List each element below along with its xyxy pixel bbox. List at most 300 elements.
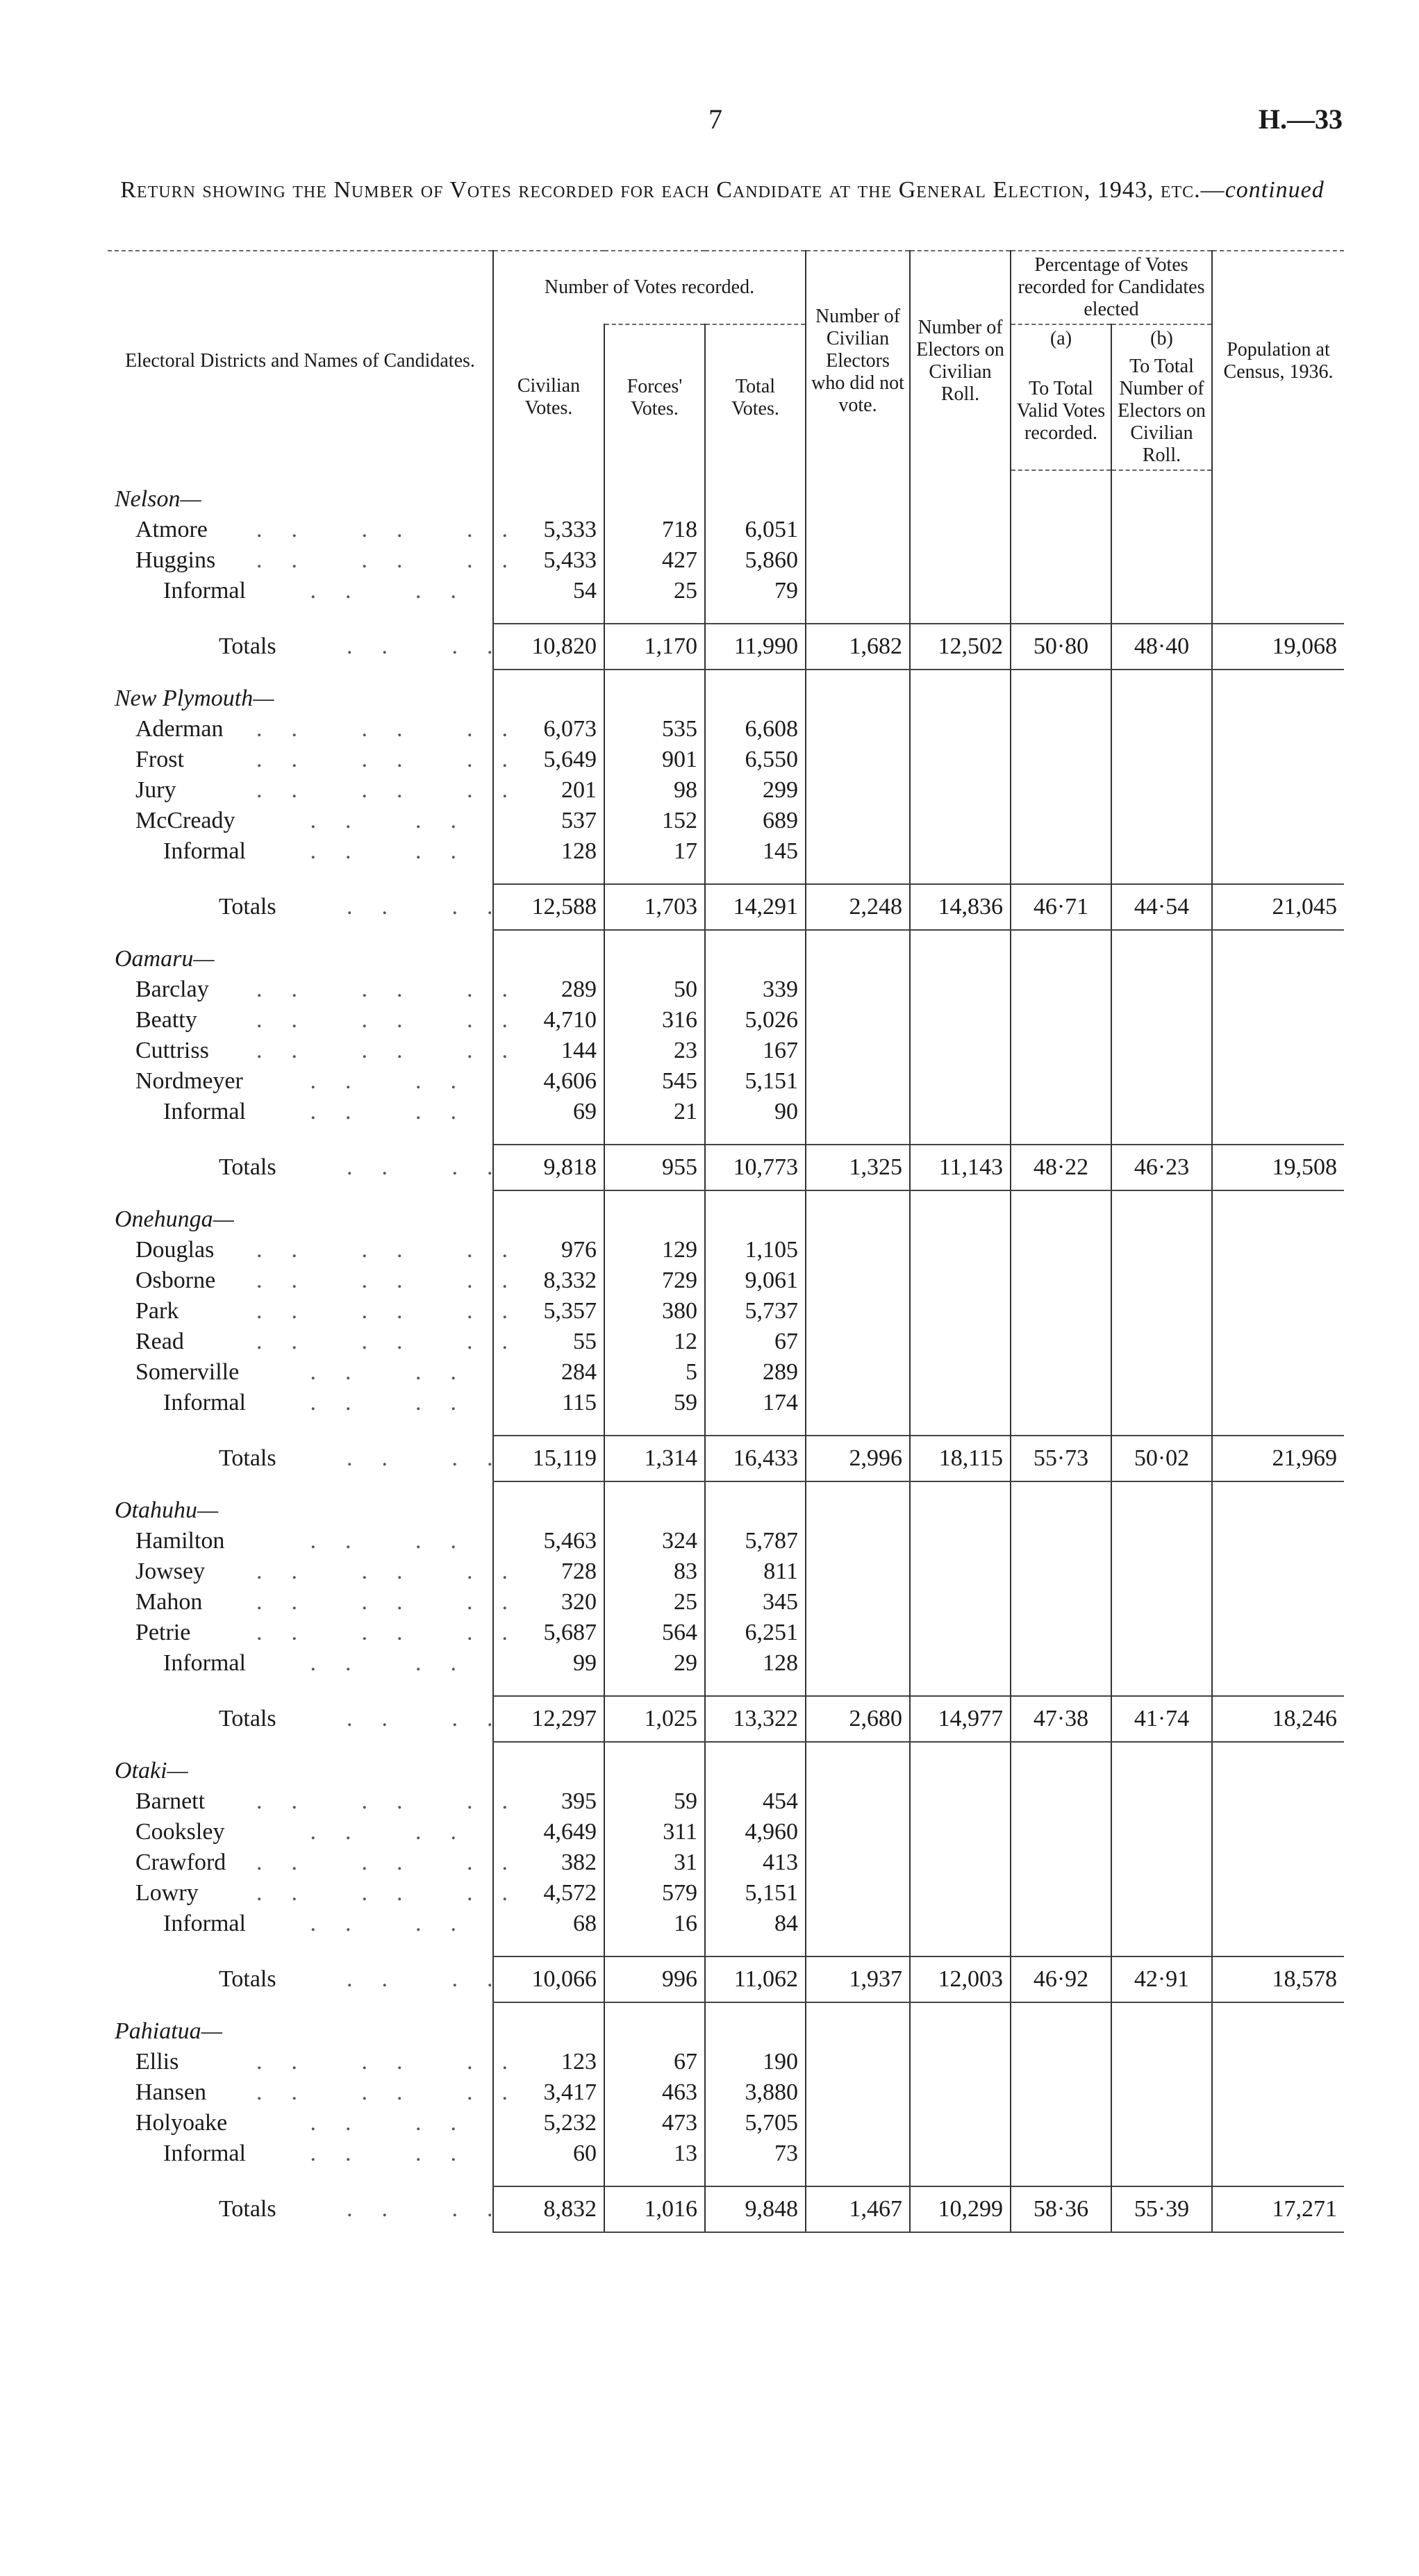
candidate-row	[108, 714, 1344, 745]
empty-cell	[1011, 714, 1111, 745]
forces-votes: 729	[604, 1265, 705, 1296]
col-population: Population at Census, 1936.	[1212, 251, 1344, 470]
district-name: Nelson—	[115, 486, 201, 512]
civilian-votes: 382	[493, 1847, 604, 1878]
empty-cell	[910, 1235, 1011, 1265]
total-votes: 289	[705, 1357, 806, 1388]
empty-cell	[806, 1618, 910, 1648]
empty-cell	[806, 930, 910, 974]
totals-did-not-vote: 1,682	[806, 624, 910, 670]
total-votes: 299	[705, 775, 806, 806]
civilian-votes: 4,572	[493, 1878, 604, 1909]
totals-total: 9,848	[705, 2186, 806, 2232]
empty-cell	[806, 606, 910, 624]
empty-cell	[806, 1679, 910, 1696]
candidate-cell	[108, 1296, 537, 1327]
empty-cell	[806, 1066, 910, 1097]
empty-cell	[1212, 1786, 1344, 1817]
spacer-row	[108, 2169, 1344, 2186]
spacer-row	[108, 606, 1344, 624]
leader-dots: .. .. ..	[256, 977, 537, 1002]
civilian-votes: 320	[493, 1587, 604, 1618]
empty-cell	[806, 1418, 910, 1436]
empty-cell	[806, 867, 910, 884]
empty-cell	[1111, 2108, 1212, 2138]
empty-cell	[1111, 1066, 1212, 1097]
empty-cell	[1011, 1097, 1111, 1127]
leader-dots: .. ..	[310, 1528, 486, 1554]
district-name: Otahuhu—	[115, 1497, 219, 1523]
empty-cell	[1111, 1618, 1212, 1648]
empty-cell	[705, 1127, 806, 1145]
totals-total: 10,773	[705, 1145, 806, 1190]
empty-cell	[1111, 2002, 1212, 2047]
totals-roll: 18,115	[910, 1436, 1011, 1481]
empty-cell	[910, 2169, 1011, 2186]
empty-cell	[108, 1679, 493, 1696]
empty-cell	[604, 670, 705, 714]
empty-cell	[1212, 745, 1344, 775]
candidate-name: Cuttriss	[135, 1038, 209, 1063]
total-votes: 5,151	[705, 1066, 806, 1097]
empty-cell	[1011, 2138, 1111, 2169]
totals-row	[108, 2186, 1344, 2232]
candidate-row	[108, 806, 1344, 836]
total-votes: 454	[705, 1786, 806, 1817]
empty-cell	[1212, 2138, 1344, 2169]
empty-cell	[1011, 1556, 1111, 1587]
leader-dots: .. ..	[347, 1966, 522, 1992]
totals-population: 17,271	[1212, 2186, 1344, 2232]
totals-total: 11,062	[705, 1956, 806, 2002]
empty-cell	[1011, 1066, 1111, 1097]
empty-cell	[1212, 2077, 1344, 2108]
table-body	[108, 470, 1344, 2232]
empty-cell	[1212, 470, 1344, 515]
empty-cell	[1212, 1265, 1344, 1296]
district-name: Oamaru—	[115, 946, 215, 972]
empty-cell	[705, 867, 806, 884]
totals-pct-a: 55·73	[1011, 1436, 1111, 1481]
empty-cell	[910, 1190, 1011, 1235]
totals-pct-a: 50·80	[1011, 624, 1111, 670]
civilian-votes: 5,357	[493, 1296, 604, 1327]
candidate-row	[108, 545, 1344, 576]
leader-dots: .. .. ..	[256, 517, 537, 542]
empty-cell	[910, 1418, 1011, 1436]
totals-row	[108, 1145, 1344, 1190]
empty-cell	[1111, 2138, 1212, 2169]
total-votes: 811	[705, 1556, 806, 1587]
candidate-cell	[108, 1526, 493, 1556]
forces-votes: 50	[604, 974, 705, 1005]
totals-row	[108, 884, 1344, 930]
total-votes: 5,151	[705, 1878, 806, 1909]
empty-cell	[1011, 545, 1111, 576]
candidate-name: Informal	[163, 1390, 246, 1415]
totals-forces: 1,170	[604, 624, 705, 670]
empty-cell	[1111, 1878, 1212, 1909]
totals-roll: 11,143	[910, 1145, 1011, 1190]
empty-cell	[1212, 2047, 1344, 2077]
total-votes: 5,705	[705, 2108, 806, 2138]
leader-dots: .. ..	[347, 1706, 522, 1731]
informal-row	[108, 2138, 1344, 2169]
empty-cell	[806, 1005, 910, 1036]
empty-cell	[604, 930, 705, 974]
candidate-name: Beatty	[135, 1007, 197, 1033]
title-suffix: continued	[1225, 177, 1325, 203]
district-header-row	[108, 930, 1344, 974]
civilian-votes: 4,606	[493, 1066, 604, 1097]
empty-cell	[910, 1036, 1011, 1066]
empty-cell	[806, 670, 910, 714]
empty-cell	[1011, 2169, 1111, 2186]
empty-cell	[1212, 1036, 1344, 1066]
total-votes: 345	[705, 1587, 806, 1618]
empty-cell	[1111, 515, 1212, 545]
candidate-cell	[108, 2108, 493, 2138]
empty-cell	[806, 745, 910, 775]
empty-cell	[1011, 1190, 1111, 1235]
empty-cell	[910, 745, 1011, 775]
empty-cell	[108, 606, 493, 624]
candidate-name: Informal	[163, 2141, 246, 2166]
empty-cell	[1111, 1036, 1212, 1066]
district-header-row	[108, 1481, 1344, 1526]
empty-cell	[806, 1235, 910, 1265]
empty-cell	[705, 1679, 806, 1696]
total-votes: 84	[705, 1909, 806, 1939]
empty-cell	[910, 1481, 1011, 1526]
candidate-cell	[108, 2138, 493, 2169]
candidate-row	[108, 1005, 1344, 1036]
empty-cell	[705, 1939, 806, 1956]
informal-row	[108, 1648, 1344, 1679]
civilian-votes: 5,463	[493, 1526, 604, 1556]
total-votes: 1,105	[705, 1235, 806, 1265]
leader-dots: .. ..	[310, 1650, 486, 1676]
empty-cell	[1212, 1847, 1344, 1878]
empty-cell	[1111, 1847, 1212, 1878]
civilian-votes: 60	[493, 2138, 604, 2169]
civilian-votes: 728	[493, 1556, 604, 1587]
civilian-votes: 8,332	[493, 1265, 604, 1296]
empty-cell	[1212, 930, 1344, 974]
forces-votes: 12	[604, 1327, 705, 1357]
empty-cell	[910, 1742, 1011, 1786]
empty-cell	[1212, 836, 1344, 867]
empty-cell	[1011, 1357, 1111, 1388]
empty-cell	[910, 1786, 1011, 1817]
totals-label: Totals	[219, 1445, 276, 1471]
empty-cell	[1111, 1742, 1212, 1786]
spacer-row	[108, 1418, 1344, 1436]
candidate-row	[108, 1526, 1344, 1556]
candidate-cell	[108, 1878, 537, 1909]
totals-population: 21,969	[1212, 1436, 1344, 1481]
empty-cell	[493, 1481, 604, 1526]
empty-cell	[910, 836, 1011, 867]
empty-cell	[1011, 1526, 1111, 1556]
empty-cell	[1111, 576, 1212, 606]
totals-did-not-vote: 1,325	[806, 1145, 910, 1190]
empty-cell	[1212, 714, 1344, 745]
candidate-name: Jowsey	[135, 1559, 206, 1584]
empty-cell	[1212, 1909, 1344, 1939]
empty-cell	[1011, 576, 1111, 606]
empty-cell	[1011, 1036, 1111, 1066]
empty-cell	[910, 1939, 1011, 1956]
empty-cell	[806, 1817, 910, 1847]
total-votes: 4,960	[705, 1817, 806, 1847]
totals-population: 18,246	[1212, 1696, 1344, 1742]
total-votes: 5,787	[705, 1526, 806, 1556]
civilian-votes: 5,433	[493, 545, 604, 576]
empty-cell	[910, 2108, 1011, 2138]
empty-cell	[910, 1127, 1011, 1145]
total-votes: 145	[705, 836, 806, 867]
empty-cell	[910, 1587, 1011, 1618]
empty-cell	[1011, 1481, 1111, 1526]
candidate-name: Jury	[135, 777, 176, 803]
candidate-cell	[108, 1036, 537, 1066]
leader-dots: .. .. ..	[256, 2049, 537, 2075]
empty-cell	[806, 714, 910, 745]
empty-cell	[108, 1418, 493, 1436]
candidate-row	[108, 1235, 1344, 1265]
empty-cell	[1212, 1357, 1344, 1388]
spacer-row	[108, 867, 1344, 884]
leader-dots: .. ..	[310, 2141, 486, 2166]
forces-votes: 25	[604, 576, 705, 606]
totals-roll: 12,003	[910, 1956, 1011, 2002]
empty-cell	[705, 470, 806, 515]
totals-row	[108, 1436, 1344, 1481]
empty-cell	[1111, 745, 1212, 775]
empty-cell	[1011, 930, 1111, 974]
empty-cell	[806, 1556, 910, 1587]
candidate-name: Barnett	[135, 1788, 206, 1814]
empty-cell	[1212, 1296, 1344, 1327]
leader-dots: .. .. ..	[256, 1559, 537, 1584]
totals-population: 18,578	[1212, 1956, 1344, 2002]
candidate-cell	[108, 1066, 493, 1097]
candidate-name: Read	[135, 1329, 184, 1354]
empty-cell	[604, 1742, 705, 1786]
totals-civilian: 10,820	[493, 624, 604, 670]
total-votes: 9,061	[705, 1265, 806, 1296]
forces-votes: 324	[604, 1526, 705, 1556]
empty-cell	[806, 1296, 910, 1327]
candidate-row	[108, 2047, 1344, 2077]
civilian-votes: 3,417	[493, 2077, 604, 2108]
civilian-votes: 5,687	[493, 1618, 604, 1648]
empty-cell	[1011, 1817, 1111, 1847]
civilian-votes: 5,333	[493, 515, 604, 545]
candidate-name: Mahon	[135, 1589, 203, 1615]
candidate-name: Informal	[163, 1099, 246, 1124]
leader-dots: .. .. ..	[256, 1038, 537, 1063]
candidate-row	[108, 974, 1344, 1005]
candidate-cell	[108, 1327, 537, 1357]
empty-cell	[1111, 1679, 1212, 1696]
col-did-not-vote: Number of Civilian Electors who did not vote.	[806, 251, 910, 470]
empty-cell	[493, 606, 604, 624]
candidate-name: Lowry	[135, 1880, 199, 1906]
total-votes: 6,608	[705, 714, 806, 745]
forces-votes: 152	[604, 806, 705, 836]
forces-votes: 463	[604, 2077, 705, 2108]
empty-cell	[806, 470, 910, 515]
empty-cell	[806, 806, 910, 836]
empty-cell	[910, 670, 1011, 714]
empty-cell	[1111, 2169, 1212, 2186]
totals-label-cell	[108, 2186, 522, 2232]
civilian-votes: 144	[493, 1036, 604, 1066]
civilian-votes: 395	[493, 1786, 604, 1817]
election-return-table	[108, 250, 1344, 2233]
candidate-row	[108, 1618, 1344, 1648]
total-votes: 90	[705, 1097, 806, 1127]
candidate-name: Informal	[163, 1911, 246, 1936]
totals-did-not-vote: 2,248	[806, 884, 910, 930]
candidate-row	[108, 515, 1344, 545]
forces-votes: 16	[604, 1909, 705, 1939]
col-pct-b: To Total Number of Electors on Civilian Roll.	[1111, 353, 1212, 470]
empty-cell	[806, 1786, 910, 1817]
informal-row	[108, 836, 1344, 867]
empty-cell	[1111, 470, 1212, 515]
empty-cell	[910, 974, 1011, 1005]
empty-cell	[1212, 806, 1344, 836]
empty-cell	[1011, 1587, 1111, 1618]
forces-votes: 901	[604, 745, 705, 775]
empty-cell	[1212, 1418, 1344, 1436]
forces-votes: 13	[604, 2138, 705, 2169]
forces-votes: 98	[604, 775, 705, 806]
empty-cell	[1011, 1327, 1111, 1357]
totals-label: Totals	[219, 1154, 276, 1180]
leader-dots: .. .. ..	[256, 747, 537, 772]
empty-cell	[1212, 1817, 1344, 1847]
empty-cell	[1212, 1878, 1344, 1909]
empty-cell	[604, 1481, 705, 1526]
total-votes: 339	[705, 974, 806, 1005]
leader-dots: .. ..	[310, 1911, 486, 1936]
empty-cell	[1212, 1097, 1344, 1127]
leader-dots: .. ..	[347, 1154, 522, 1180]
empty-cell	[910, 1327, 1011, 1357]
district-name: Pahiatua—	[115, 2018, 222, 2044]
empty-cell	[108, 2169, 493, 2186]
leader-dots: .. ..	[310, 808, 486, 833]
totals-civilian: 12,297	[493, 1696, 604, 1742]
empty-cell	[910, 2077, 1011, 2108]
empty-cell	[1111, 1190, 1212, 1235]
totals-did-not-vote: 1,937	[806, 1956, 910, 2002]
empty-cell	[604, 1679, 705, 1696]
forces-votes: 17	[604, 836, 705, 867]
empty-cell	[493, 1742, 604, 1786]
empty-cell	[1111, 1587, 1212, 1618]
empty-cell	[806, 576, 910, 606]
candidate-name: Barclay	[135, 977, 209, 1002]
empty-cell	[910, 545, 1011, 576]
candidate-row	[108, 2108, 1344, 2138]
candidate-row	[108, 1587, 1344, 1618]
forces-votes: 718	[604, 515, 705, 545]
col-total: Total Votes.	[705, 324, 806, 470]
empty-cell	[806, 1190, 910, 1235]
totals-forces: 955	[604, 1145, 705, 1190]
empty-cell	[1111, 1388, 1212, 1418]
civilian-votes: 537	[493, 806, 604, 836]
informal-row	[108, 1097, 1344, 1127]
candidate-cell	[108, 1847, 537, 1878]
civilian-votes: 55	[493, 1327, 604, 1357]
leader-dots: .. .. ..	[256, 716, 537, 742]
civilian-votes: 284	[493, 1357, 604, 1388]
totals-forces: 1,703	[604, 884, 705, 930]
empty-cell	[1212, 2108, 1344, 2138]
candidate-row	[108, 1296, 1344, 1327]
empty-cell	[806, 2002, 910, 2047]
empty-cell	[705, 670, 806, 714]
totals-total: 13,322	[705, 1696, 806, 1742]
forces-votes: 427	[604, 545, 705, 576]
empty-cell	[910, 775, 1011, 806]
empty-cell	[1011, 1235, 1111, 1265]
candidate-cell	[108, 1357, 493, 1388]
totals-forces: 1,314	[604, 1436, 705, 1481]
empty-cell	[1011, 1648, 1111, 1679]
empty-cell	[910, 1679, 1011, 1696]
district-header-row	[108, 1742, 1344, 1786]
empty-cell	[806, 1878, 910, 1909]
candidate-cell	[108, 2047, 537, 2077]
empty-cell	[1111, 1909, 1212, 1939]
empty-cell	[806, 2077, 910, 2108]
totals-pct-b: 50·02	[1111, 1436, 1212, 1481]
totals-total: 11,990	[705, 624, 806, 670]
empty-cell	[806, 1526, 910, 1556]
total-votes: 128	[705, 1648, 806, 1679]
totals-label-cell	[108, 1956, 522, 2002]
total-votes: 167	[705, 1036, 806, 1066]
district-name: Onehunga—	[115, 1206, 234, 1232]
empty-cell	[1212, 1939, 1344, 1956]
empty-cell	[1011, 2077, 1111, 2108]
empty-cell	[1111, 1127, 1212, 1145]
empty-cell	[1011, 1742, 1111, 1786]
district-name: New Plymouth—	[115, 685, 274, 711]
totals-civilian: 12,588	[493, 884, 604, 930]
empty-cell	[1212, 1556, 1344, 1587]
leader-dots: .. ..	[310, 1390, 486, 1415]
empty-cell	[910, 606, 1011, 624]
empty-cell	[1111, 1097, 1212, 1127]
document-reference: H.—33	[1258, 103, 1343, 135]
candidate-row	[108, 1847, 1344, 1878]
candidate-row	[108, 775, 1344, 806]
forces-votes: 29	[604, 1648, 705, 1679]
empty-cell	[910, 714, 1011, 745]
empty-cell	[1011, 1388, 1111, 1418]
empty-cell	[1011, 1847, 1111, 1878]
leader-dots: .. .. ..	[256, 2079, 537, 2105]
candidate-name: Informal	[163, 838, 246, 864]
